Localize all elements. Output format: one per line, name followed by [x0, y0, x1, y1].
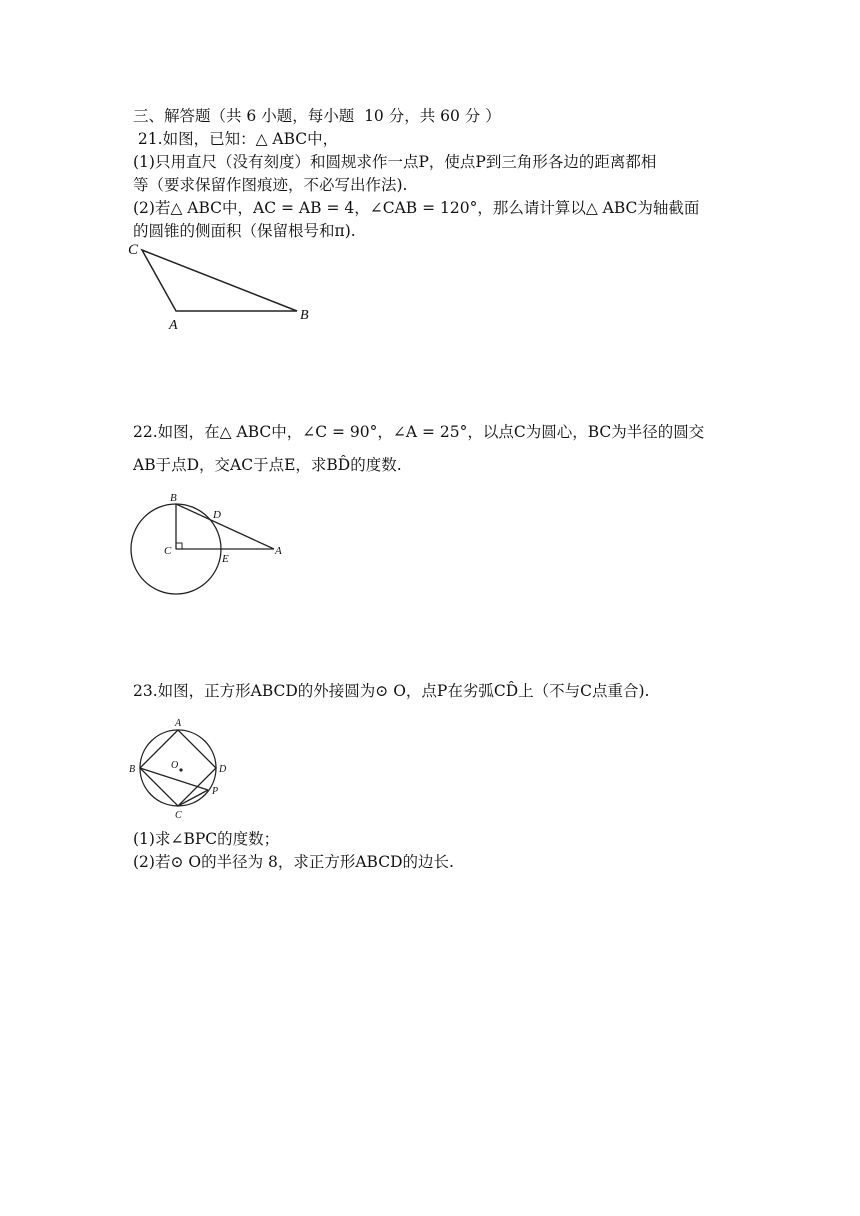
- label-d: D: [213, 509, 221, 521]
- label-b: B: [129, 764, 136, 775]
- q21-stem: 21.如图，已知：△ ABC中，: [133, 130, 339, 148]
- label-o: O: [171, 760, 179, 771]
- label-a: A: [175, 718, 182, 729]
- center-point-o: [179, 768, 182, 771]
- segment-ba: [176, 504, 274, 549]
- q23-square-figure: [125, 714, 240, 826]
- q21-part2-line2: 的圆锥的侧面积（保留根号和π).: [133, 222, 356, 240]
- q22-circle-figure: [122, 490, 292, 600]
- q21-part1-line1: (1)只用直尺（没有刻度）和圆规求作一点P，使点P到三角形各边的距离都相: [133, 153, 657, 171]
- label-c: C: [128, 242, 139, 258]
- q21-part2-line1: (2)若△ ABC中，AC = AB = 4，∠CAB = 120°，那么请计算以△ ABC为轴截面: [133, 199, 700, 217]
- section-heading: 三、解答题（共 6 小题，每小题 10 分，共 60 分 ）: [133, 107, 501, 125]
- triangle-abc: [142, 250, 297, 311]
- q23-part1: (1)求∠BPC的度数；: [133, 830, 280, 848]
- label-c: C: [175, 810, 182, 821]
- label-b: B: [170, 492, 177, 504]
- label-b: B: [300, 308, 309, 323]
- q21-part1-line2: 等（要求保留作图痕迹，不必写出作法).: [133, 176, 408, 194]
- right-angle-mark: [176, 543, 182, 549]
- q23-stem: 23.如图，正方形ABCD的外接圆为⊙ O，点P在劣弧CD̂上（不与C点重合).: [133, 682, 650, 700]
- label-d: D: [219, 764, 227, 775]
- q22-line2: AB于点D，交AC于点E，求BD̂的度数.: [133, 456, 402, 474]
- label-c: C: [164, 545, 172, 557]
- q21-triangle-figure: [120, 236, 320, 336]
- label-e: E: [222, 553, 229, 565]
- label-a: A: [275, 545, 282, 557]
- q23-part2: (2)若⊙ O的半径为 8，求正方形ABCD的边长.: [133, 853, 454, 871]
- label-p: P: [212, 786, 219, 797]
- label-a: A: [169, 318, 178, 333]
- q22-line1: 22.如图，在△ ABC中，∠C = 90°，∠A = 25°，以点C为圆心，BC为半径的圆交: [133, 423, 705, 441]
